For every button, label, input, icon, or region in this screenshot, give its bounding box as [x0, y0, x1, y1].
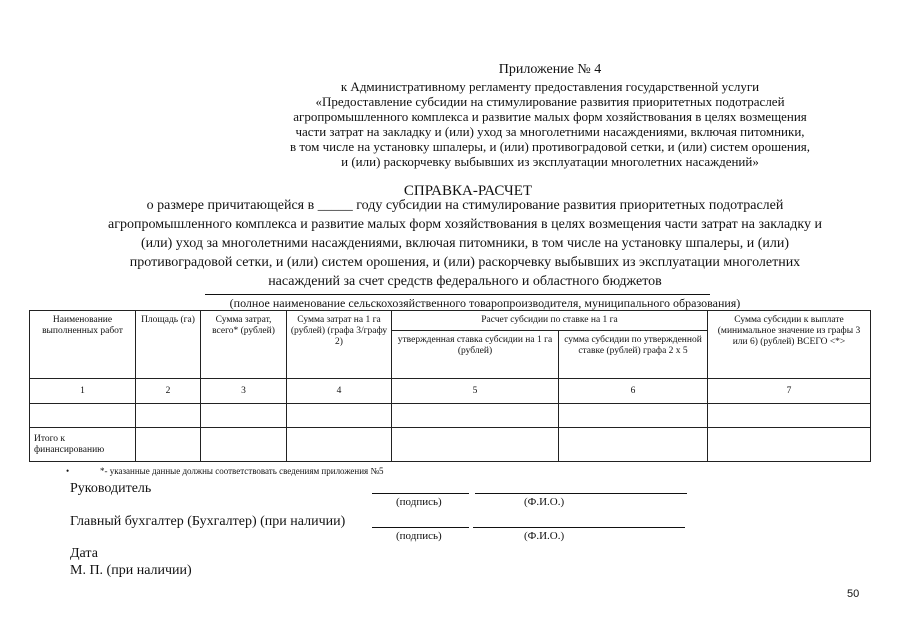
col-header-cost-per-ha: Сумма затрат на 1 га (рублей) (графа 3/графу 2) — [287, 311, 392, 379]
chief-accountant-label: Главный бухгалтер (Бухгалтер) (при наличии) — [70, 514, 346, 529]
table-cell — [287, 428, 392, 462]
col-number: 6 — [559, 379, 708, 404]
entity-name-line — [205, 294, 710, 295]
body-line-4: противоградовой сетки, и (или) систем орошения, и (или) раскорчевку выбывших из эксплуатации многолетних — [129, 255, 801, 270]
table-cell — [392, 404, 559, 428]
table-cell — [136, 404, 201, 428]
col-number: 2 — [136, 379, 201, 404]
seal-label: М. П. (при наличии) — [70, 563, 192, 578]
col-number: 3 — [201, 379, 287, 404]
column-number-row — [30, 379, 871, 404]
document-body — [60, 196, 870, 291]
annex-line-5: в том числе на установку шпалеры, и (или) противоградовой сетки, и (или) систем орошения, — [289, 139, 811, 154]
col-number: 5 — [392, 379, 559, 404]
accountant-signature-line — [372, 527, 469, 528]
table-cell — [559, 404, 708, 428]
head-label: Руководитель — [70, 481, 152, 496]
calculation-table — [29, 310, 871, 462]
document-title: СПРАВКА-РАСЧЕТ — [403, 183, 533, 199]
table-cell — [201, 404, 287, 428]
table-cell — [287, 404, 392, 428]
head-name-caption: (Ф.И.О.) — [524, 496, 565, 508]
col-number: 7 — [708, 379, 871, 404]
date-label: Дата — [70, 546, 98, 561]
table-cell — [559, 428, 708, 462]
table-cell — [201, 428, 287, 462]
page-number: 50 — [847, 588, 860, 600]
total-label: Итого к финансированию — [30, 428, 136, 462]
header-row-1 — [30, 311, 871, 331]
accountant-name-caption: (Ф.И.О.) — [524, 530, 565, 542]
annex-line-1: к Административному регламенту предоставления государственной услуги — [340, 79, 760, 94]
footnote-bullet: • — [66, 466, 70, 476]
col-header-total-cost: Сумма затрат, всего* (рублей) — [201, 311, 287, 379]
table-cell — [30, 404, 136, 428]
col-header-rate: утвержденная ставка субсидии на 1 га (рублей) — [392, 331, 559, 379]
body-line-5: насаждений за счет средств федерального и областного бюджетов — [268, 274, 662, 289]
table-cell — [708, 404, 871, 428]
head-name-line — [475, 493, 687, 494]
head-signature-caption: (подпись) — [396, 496, 442, 508]
total-row — [30, 428, 871, 462]
annex-line-3: агропромышленного комплекса и развитие малых форм хозяйствования в целях возмещения — [293, 109, 807, 124]
annex-line-4: части затрат на закладку и (или) уход за многолетними насаждениями, включая питомники, — [295, 124, 805, 139]
body-line-2: агропромышленного комплекса и развитие малых форм хозяйствования в целях возмещения части затрат на закладку и — [108, 217, 822, 232]
annex-line-2: «Предоставление субсидии на стимулирование развития приоритетных подотраслей — [315, 94, 785, 109]
accountant-name-line — [473, 527, 685, 528]
col-header-works: Наименование выполненных работ — [30, 311, 136, 379]
table-cell — [136, 428, 201, 462]
table-cell — [708, 428, 871, 462]
head-signature-line — [372, 493, 469, 494]
table-cell — [392, 428, 559, 462]
body-line-1: о размере причитающейся в _____ году субсидии на стимулирование развития приоритетных подотраслей — [146, 198, 784, 213]
col-header-group-calc: Расчет субсидии по ставке на 1 га — [392, 311, 708, 331]
data-row-empty — [30, 404, 871, 428]
col-header-subsidy-by-rate: сумма субсидии по утвержденной ставке (рублей) графа 2 х 5 — [559, 331, 708, 379]
col-number: 4 — [287, 379, 392, 404]
col-number: 1 — [30, 379, 136, 404]
col-header-subsidy-payout: Сумма субсидии к выплате (минимальное значение из графы 3 или 6) (рублей) ВСЕГО <*> — [708, 311, 871, 379]
annex-title: Приложение № 4 — [498, 62, 602, 77]
annex-line-6: и (или) раскорчевку выбывших из эксплуатации многолетних насаждений» — [341, 154, 759, 169]
col-header-area: Площадь (га) — [136, 311, 201, 379]
accountant-signature-caption: (подпись) — [396, 530, 442, 542]
footnote-text: *- указанные данные должны соответствовать сведениям приложения №5 — [100, 466, 384, 476]
entity-caption: (полное наименование сельскохозяйственного товаропроизводителя, муниципального образования) — [229, 296, 741, 310]
body-line-3: (или) уход за многолетними насаждениями, включая питомники, в том числе на установку шпалеры, и (или) — [140, 236, 790, 251]
